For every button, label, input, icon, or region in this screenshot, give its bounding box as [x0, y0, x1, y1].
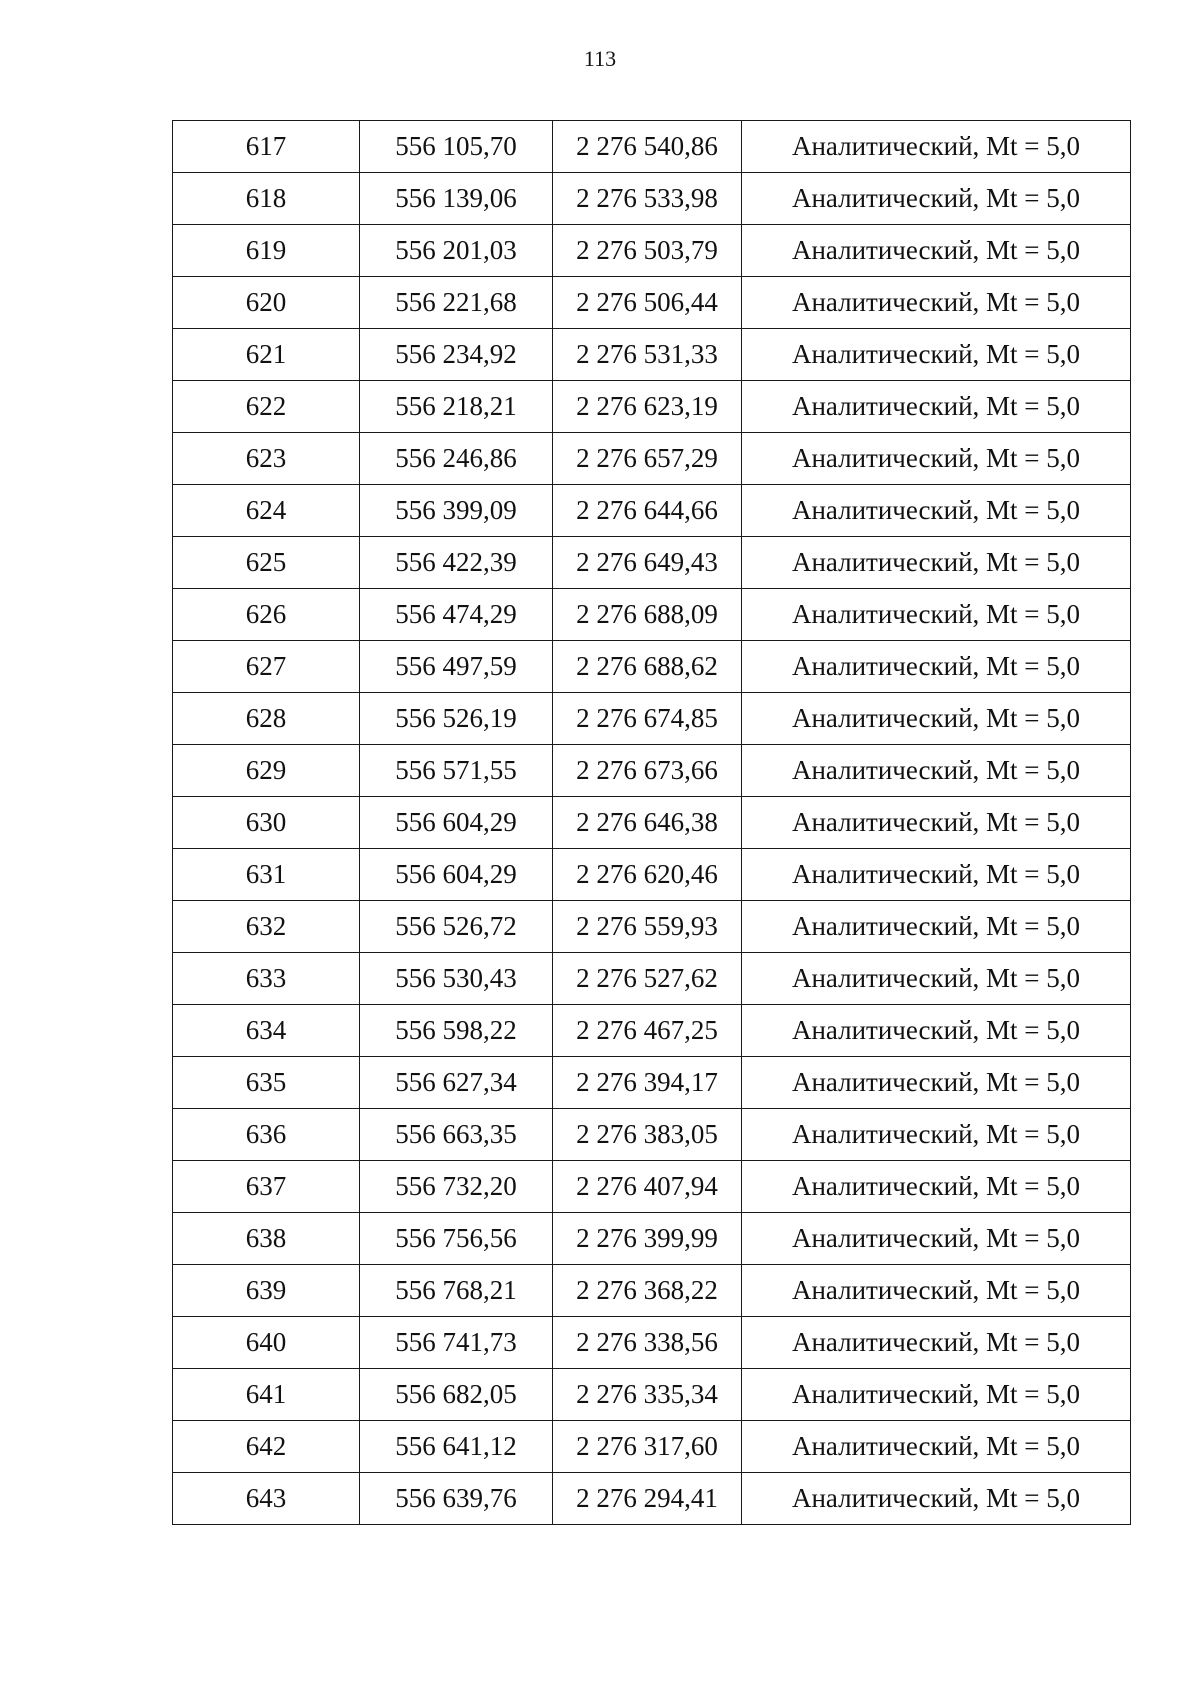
method-cell: Аналитический, Mt = 5,0 [742, 797, 1131, 849]
x-coordinate-cell: 556 732,20 [360, 1161, 553, 1213]
table-row [173, 1369, 1131, 1421]
x-coordinate-cell: 556 497,59 [360, 641, 553, 693]
y-coordinate-cell: 2 276 383,05 [553, 1109, 742, 1161]
point-number-cell: 625 [173, 537, 360, 589]
table-row [173, 121, 1131, 173]
y-coordinate-cell: 2 276 527,62 [553, 953, 742, 1005]
x-coordinate-cell: 556 526,72 [360, 901, 553, 953]
method-cell: Аналитический, Mt = 5,0 [742, 537, 1131, 589]
y-coordinate-cell: 2 276 531,33 [553, 329, 742, 381]
point-number-cell: 637 [173, 1161, 360, 1213]
table-row [173, 849, 1131, 901]
x-coordinate-cell: 556 530,43 [360, 953, 553, 1005]
y-coordinate-cell: 2 276 688,09 [553, 589, 742, 641]
x-coordinate-cell: 556 663,35 [360, 1109, 553, 1161]
x-coordinate-cell: 556 201,03 [360, 225, 553, 277]
method-cell: Аналитический, Mt = 5,0 [742, 225, 1131, 277]
method-cell: Аналитический, Mt = 5,0 [742, 173, 1131, 225]
point-number-cell: 624 [173, 485, 360, 537]
table-row [173, 277, 1131, 329]
method-cell: Аналитический, Mt = 5,0 [742, 693, 1131, 745]
point-number-cell: 642 [173, 1421, 360, 1473]
x-coordinate-cell: 556 526,19 [360, 693, 553, 745]
x-coordinate-cell: 556 234,92 [360, 329, 553, 381]
y-coordinate-cell: 2 276 674,85 [553, 693, 742, 745]
y-coordinate-cell: 2 276 533,98 [553, 173, 742, 225]
x-coordinate-cell: 556 105,70 [360, 121, 553, 173]
y-coordinate-cell: 2 276 559,93 [553, 901, 742, 953]
x-coordinate-cell: 556 604,29 [360, 849, 553, 901]
point-number-cell: 628 [173, 693, 360, 745]
x-coordinate-cell: 556 571,55 [360, 745, 553, 797]
table-row [173, 1265, 1131, 1317]
point-number-cell: 640 [173, 1317, 360, 1369]
method-cell: Аналитический, Mt = 5,0 [742, 1421, 1131, 1473]
y-coordinate-cell: 2 276 317,60 [553, 1421, 742, 1473]
point-number-cell: 629 [173, 745, 360, 797]
method-cell: Аналитический, Mt = 5,0 [742, 277, 1131, 329]
coordinates-table [172, 120, 1131, 1525]
method-cell: Аналитический, Mt = 5,0 [742, 485, 1131, 537]
method-cell: Аналитический, Mt = 5,0 [742, 1369, 1131, 1421]
table-row [173, 329, 1131, 381]
y-coordinate-cell: 2 276 294,41 [553, 1473, 742, 1525]
x-coordinate-cell: 556 422,39 [360, 537, 553, 589]
table-row [173, 589, 1131, 641]
x-coordinate-cell: 556 598,22 [360, 1005, 553, 1057]
table-row [173, 1473, 1131, 1525]
y-coordinate-cell: 2 276 335,34 [553, 1369, 742, 1421]
table-row [173, 1005, 1131, 1057]
point-number-cell: 635 [173, 1057, 360, 1109]
x-coordinate-cell: 556 627,34 [360, 1057, 553, 1109]
table-row [173, 745, 1131, 797]
y-coordinate-cell: 2 276 688,62 [553, 641, 742, 693]
point-number-cell: 638 [173, 1213, 360, 1265]
y-coordinate-cell: 2 276 620,46 [553, 849, 742, 901]
method-cell: Аналитический, Mt = 5,0 [742, 1317, 1131, 1369]
x-coordinate-cell: 556 218,21 [360, 381, 553, 433]
method-cell: Аналитический, Mt = 5,0 [742, 381, 1131, 433]
table-row [173, 485, 1131, 537]
point-number-cell: 623 [173, 433, 360, 485]
point-number-cell: 631 [173, 849, 360, 901]
y-coordinate-cell: 2 276 407,94 [553, 1161, 742, 1213]
y-coordinate-cell: 2 276 540,86 [553, 121, 742, 173]
method-cell: Аналитический, Mt = 5,0 [742, 1213, 1131, 1265]
y-coordinate-cell: 2 276 399,99 [553, 1213, 742, 1265]
method-cell: Аналитический, Mt = 5,0 [742, 1473, 1131, 1525]
method-cell: Аналитический, Mt = 5,0 [742, 1265, 1131, 1317]
x-coordinate-cell: 556 741,73 [360, 1317, 553, 1369]
point-number-cell: 639 [173, 1265, 360, 1317]
method-cell: Аналитический, Mt = 5,0 [742, 641, 1131, 693]
point-number-cell: 643 [173, 1473, 360, 1525]
x-coordinate-cell: 556 639,76 [360, 1473, 553, 1525]
table-row [173, 1421, 1131, 1473]
table-row [173, 173, 1131, 225]
point-number-cell: 622 [173, 381, 360, 433]
x-coordinate-cell: 556 246,86 [360, 433, 553, 485]
table-row [173, 1213, 1131, 1265]
method-cell: Аналитический, Mt = 5,0 [742, 1161, 1131, 1213]
table-row [173, 1317, 1131, 1369]
table-row [173, 693, 1131, 745]
y-coordinate-cell: 2 276 368,22 [553, 1265, 742, 1317]
x-coordinate-cell: 556 474,29 [360, 589, 553, 641]
point-number-cell: 627 [173, 641, 360, 693]
coordinates-table-body [173, 121, 1131, 1525]
point-number-cell: 632 [173, 901, 360, 953]
x-coordinate-cell: 556 768,21 [360, 1265, 553, 1317]
point-number-cell: 626 [173, 589, 360, 641]
table-row [173, 1057, 1131, 1109]
table-row [173, 1109, 1131, 1161]
table-row [173, 901, 1131, 953]
y-coordinate-cell: 2 276 673,66 [553, 745, 742, 797]
table-row [173, 797, 1131, 849]
point-number-cell: 620 [173, 277, 360, 329]
x-coordinate-cell: 556 221,68 [360, 277, 553, 329]
method-cell: Аналитический, Mt = 5,0 [742, 745, 1131, 797]
method-cell: Аналитический, Mt = 5,0 [742, 121, 1131, 173]
x-coordinate-cell: 556 682,05 [360, 1369, 553, 1421]
point-number-cell: 634 [173, 1005, 360, 1057]
point-number-cell: 633 [173, 953, 360, 1005]
point-number-cell: 636 [173, 1109, 360, 1161]
page-number: 113 [583, 46, 617, 71]
table-row [173, 381, 1131, 433]
method-cell: Аналитический, Mt = 5,0 [742, 589, 1131, 641]
y-coordinate-cell: 2 276 649,43 [553, 537, 742, 589]
method-cell: Аналитический, Mt = 5,0 [742, 1057, 1131, 1109]
point-number-cell: 621 [173, 329, 360, 381]
y-coordinate-cell: 2 276 467,25 [553, 1005, 742, 1057]
table-row [173, 953, 1131, 1005]
point-number-cell: 630 [173, 797, 360, 849]
point-number-cell: 618 [173, 173, 360, 225]
y-coordinate-cell: 2 276 503,79 [553, 225, 742, 277]
x-coordinate-cell: 556 756,56 [360, 1213, 553, 1265]
method-cell: Аналитический, Mt = 5,0 [742, 901, 1131, 953]
table-row [173, 537, 1131, 589]
x-coordinate-cell: 556 641,12 [360, 1421, 553, 1473]
y-coordinate-cell: 2 276 506,44 [553, 277, 742, 329]
point-number-cell: 619 [173, 225, 360, 277]
y-coordinate-cell: 2 276 394,17 [553, 1057, 742, 1109]
y-coordinate-cell: 2 276 623,19 [553, 381, 742, 433]
y-coordinate-cell: 2 276 338,56 [553, 1317, 742, 1369]
y-coordinate-cell: 2 276 646,38 [553, 797, 742, 849]
x-coordinate-cell: 556 604,29 [360, 797, 553, 849]
method-cell: Аналитический, Mt = 5,0 [742, 849, 1131, 901]
point-number-cell: 641 [173, 1369, 360, 1421]
table-row [173, 1161, 1131, 1213]
point-number-cell: 617 [173, 121, 360, 173]
table-row [173, 433, 1131, 485]
table-row [173, 641, 1131, 693]
table-row [173, 225, 1131, 277]
method-cell: Аналитический, Mt = 5,0 [742, 953, 1131, 1005]
method-cell: Аналитический, Mt = 5,0 [742, 433, 1131, 485]
y-coordinate-cell: 2 276 644,66 [553, 485, 742, 537]
method-cell: Аналитический, Mt = 5,0 [742, 329, 1131, 381]
x-coordinate-cell: 556 399,09 [360, 485, 553, 537]
y-coordinate-cell: 2 276 657,29 [553, 433, 742, 485]
method-cell: Аналитический, Mt = 5,0 [742, 1109, 1131, 1161]
method-cell: Аналитический, Mt = 5,0 [742, 1005, 1131, 1057]
x-coordinate-cell: 556 139,06 [360, 173, 553, 225]
